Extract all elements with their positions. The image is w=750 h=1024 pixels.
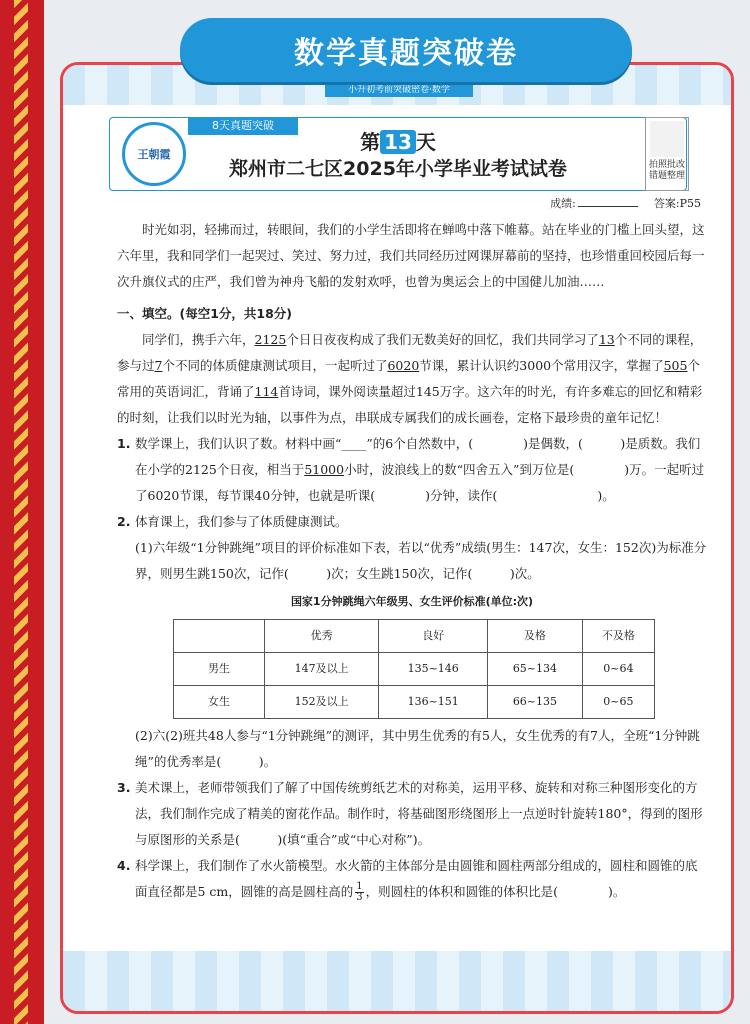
table-header: 及格 <box>488 620 583 653</box>
table-cell: 65~134 <box>488 653 583 686</box>
question-text: 美术课上，老师带领我们了解了中国传统剪纸艺术的对称美，运用平移、旋转和对称三种图形变化的方法，我们制作完成了精美的窗花作品。制作时，将基础图形绕图形上一点逆时针旋转180°，得到的图形与原图形的关系是( )(填“重合”或“中心对称”)。 <box>135 780 703 847</box>
day-tag: 8天真题突破 <box>188 117 298 135</box>
logo-text: 王朝霞 <box>137 148 171 161</box>
question-3 <box>117 775 707 853</box>
passage: 同学们，携手六年，2125个日日夜夜构成了我们无数美好的回忆，我们共同学习了13个不同的课程，参与过7个不同的体质健康测试项目，一起听过了6020节课，累计认识约3000个常用汉字，掌握了505个常用的英语词汇，背诵了114首诗词，课外阅读量超过145万字。这六年的时光，有许多难忘的回忆和精彩的时刻，让我们以时光为轴，以事件为点，串联成专属我们的成长画卷，定格下最珍贵的童年记忆！ <box>117 332 703 425</box>
table-row <box>174 686 655 719</box>
banner-title: 数学真题突破卷 <box>180 18 632 82</box>
table-header-row <box>174 620 655 653</box>
rope-skipping-table <box>173 619 655 719</box>
wave-bottom-decor <box>63 951 731 1011</box>
q2-part2: (2)六(2)班共48人参与“1分钟跳绳”的测评，其中男生优秀的有5人，女生优秀的有7人，全班“1分钟跳绳”的优秀率是( )。 <box>135 728 700 769</box>
q2-part1: (1)六年级“1分钟跳绳”项目的评价标准如下表，若以“优秀”成绩(男生：147次，女生：152次)为标准分界，则男生跳150次，记作( )次；女生跳150次，记作( )次。 <box>135 540 707 581</box>
fraction: $\frac{1}{3}$ <box>356 881 363 903</box>
scan-label-1: 拍照批改 <box>648 160 685 170</box>
table-cell: 152及以上 <box>265 686 379 719</box>
exam-title: 郑州市二七区2025年小学毕业考试试卷 <box>229 158 567 180</box>
qr-code-icon <box>650 121 684 157</box>
question-text: 科学课上，我们制作了水火箭模型。水火箭的主体部分是由圆锥和圆柱两部分组成的，圆柱和圆锥的底面直径都是5 cm，圆锥的高是圆柱高的 $\frac{1}{3}$ ，则圆柱的体积和圆锥的体积比是( )。 <box>135 858 698 903</box>
answer-ref: 答案:P55 <box>653 197 701 210</box>
exam-content <box>117 217 707 905</box>
table-cell: 0~65 <box>582 686 654 719</box>
table-cell: 135~146 <box>379 653 488 686</box>
rope-stripe <box>14 0 28 1024</box>
scan-label-2: 错题整理 <box>648 171 685 181</box>
score-line <box>550 195 701 211</box>
question-text: 体育课上，我们参与了体质健康测试。 (1)六年级“1分钟跳绳”项目的评价标准如下表，若以“优秀”成绩(男生：147次，女生：152次)为标准分界，则男生跳150次，记作( )次；女生跳150次，记作( )次。 <box>135 514 707 581</box>
table-header: 良好 <box>379 620 488 653</box>
scan-box[interactable] <box>645 117 689 191</box>
table-cell: 147及以上 <box>265 653 379 686</box>
table-title: 国家1分钟跳绳六年级男、女生评价标准(单位:次) <box>290 595 534 608</box>
title-box <box>109 117 687 191</box>
question-2 <box>117 509 707 587</box>
table-cell: 66~135 <box>488 686 583 719</box>
table-cell: 女生 <box>174 686 265 719</box>
intro-paragraph: 时光如羽，轻拂而过，转眼间，我们的小学生活即将在蝉鸣中落下帷幕。站在毕业的门槛上回头望，这六年里，我和同学们一起哭过、笑过、努力过，我们共同经历过网课屏幕前的坚持，也珍惜重回校园后每一次升旗仪式的庄严，我们曾为神舟飞船的发射欢呼，也曾为奥运会上的中国健儿加油…… <box>117 222 705 289</box>
day-label: 第 13 天 <box>360 130 436 154</box>
day-number: 13 <box>380 130 416 154</box>
question-number: 3. <box>117 780 131 795</box>
question-text: 数学课上，我们认识了数。材料中画“____”的6个自然数中，( )是偶数，( )是质数。我们在小学的2125个日夜，相当于51000小时，波浪线上的数“四舍五入”到万位是( )万。一起听过了6020节课，每节课40分钟，也就是听课( )分钟，读作( )。 <box>135 436 705 503</box>
question-2-part2 <box>117 723 707 775</box>
left-decor-band <box>0 0 44 1024</box>
question-number: 1. <box>117 436 131 451</box>
table-cell: 136~151 <box>379 686 488 719</box>
table-header: 不及格 <box>582 620 654 653</box>
question-number: 2. <box>117 514 131 529</box>
sub-strip: 小升初考前突破密卷·数学 <box>325 83 473 97</box>
table-cell: 男生 <box>174 653 265 686</box>
table-header <box>174 620 265 653</box>
question-1 <box>117 431 707 509</box>
score-label: 成绩: <box>550 197 576 210</box>
table-cell: 0~64 <box>582 653 654 686</box>
score-blank[interactable] <box>578 206 638 207</box>
question-4 <box>117 853 707 905</box>
table-header: 优秀 <box>265 620 379 653</box>
question-number: 4. <box>117 858 131 873</box>
exam-paper <box>60 62 734 1014</box>
table-row <box>174 653 655 686</box>
section-title: 一、填空。(每空1分，共18分) <box>117 306 293 321</box>
